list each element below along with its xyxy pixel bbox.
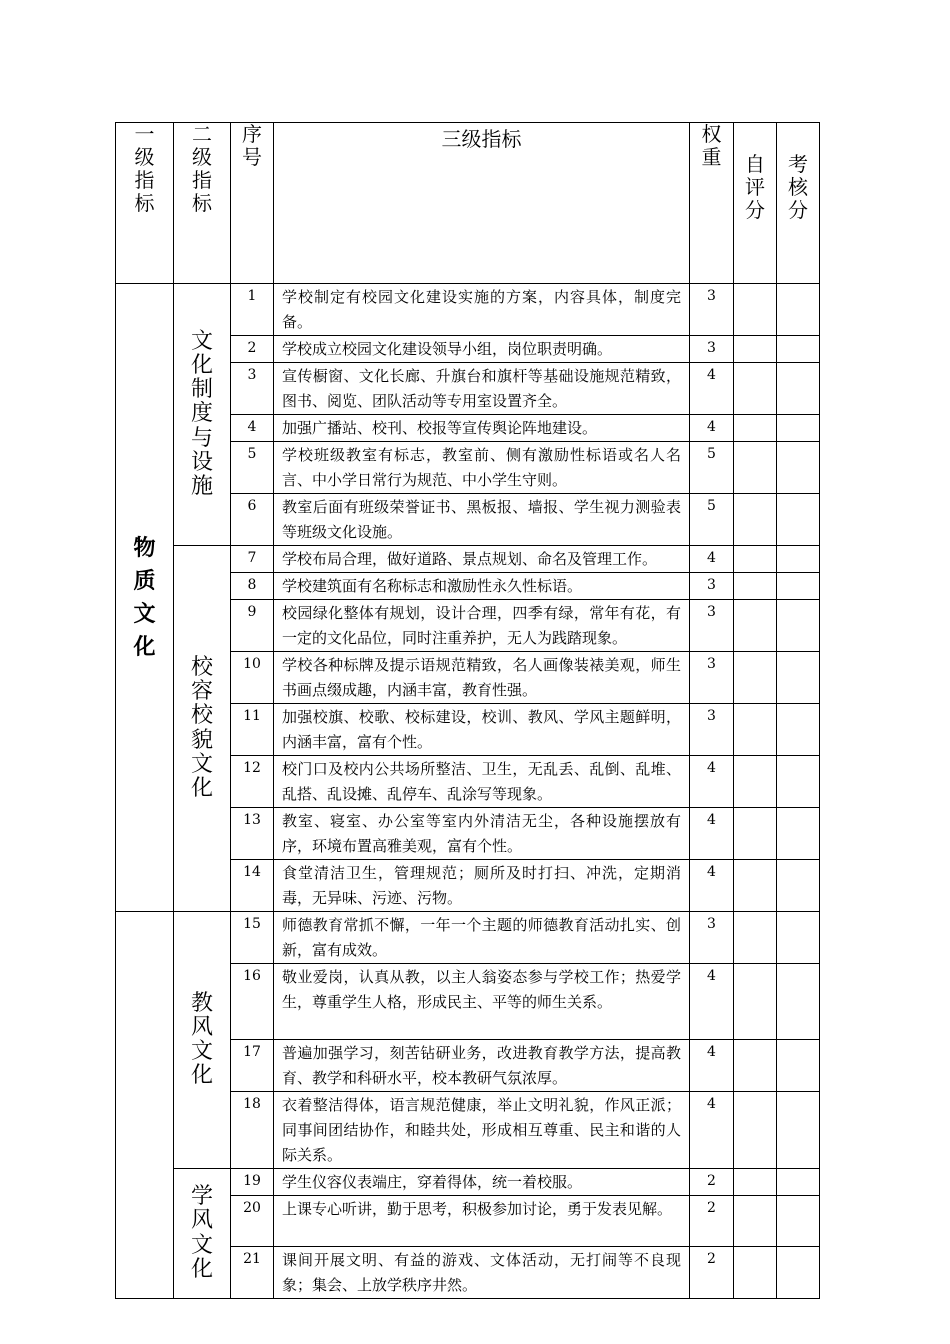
weight-value: 4 — [690, 363, 734, 415]
table-row — [116, 912, 820, 964]
header-seq-cell — [231, 123, 274, 284]
weight-value: 4 — [690, 860, 734, 912]
indicator-text: 学校建筑面有名称标志和激励性永久性标语。 — [274, 573, 690, 600]
row-number: 12 — [231, 756, 274, 808]
indicator-text: 学校成立校园文化建设领导小组，岗位职责明确。 — [274, 336, 690, 363]
indicator-text: 衣着整洁得体，语言规范健康，举止文明礼貌，作风正派；同事间团结协作，和睦共处，形成相互尊重、民主和谐的人际关系。 — [274, 1092, 690, 1169]
self-score-cell — [734, 442, 777, 494]
row-number: 7 — [231, 546, 274, 573]
self-score-cell — [734, 494, 777, 546]
self-score-cell — [734, 860, 777, 912]
level1-cell — [116, 284, 174, 912]
self-score-cell — [734, 912, 777, 964]
indicator-text: 普遍加强学习，刻苦钻研业务，改进教育教学方法，提高教育、教学和科研水平，校本教研气氛浓厚。 — [274, 1040, 690, 1092]
indicator-text: 学校制定有校园文化建设实施的方案，内容具体，制度完备。 — [274, 284, 690, 336]
row-number: 6 — [231, 494, 274, 546]
row-number: 19 — [231, 1169, 274, 1196]
weight-value: 3 — [690, 573, 734, 600]
indicator-text: 敬业爱岗，认真从教，以主人翁姿态参与学校工作；热爱学生，尊重学生人格，形成民主、平等的师生关系。 — [274, 964, 690, 1040]
evaluation-sheet — [115, 122, 820, 1299]
self-score-cell — [734, 1169, 777, 1196]
indicator-text: 上课专心听讲，勤于思考，积极参加讨论，勇于发表见解。 — [274, 1196, 690, 1247]
row-number: 17 — [231, 1040, 274, 1092]
header-self-score: 自评分 — [745, 152, 765, 222]
check-score-cell — [777, 546, 820, 573]
self-score-cell — [734, 808, 777, 860]
check-score-cell — [777, 1169, 820, 1196]
self-score-cell — [734, 756, 777, 808]
check-score-cell — [777, 284, 820, 336]
weight-value: 3 — [690, 336, 734, 363]
self-score-cell — [734, 964, 777, 1040]
header-level2-cell — [174, 123, 231, 284]
row-number: 21 — [231, 1247, 274, 1299]
weight-value: 5 — [690, 442, 734, 494]
indicator-text: 加强广播站、校刊、校报等宣传舆论阵地建设。 — [274, 415, 690, 442]
check-score-cell — [777, 573, 820, 600]
self-score-cell — [734, 652, 777, 704]
header-row — [116, 123, 820, 284]
level2-cell — [174, 1169, 231, 1299]
header-self-score-cell — [734, 123, 777, 284]
weight-value: 4 — [690, 546, 734, 573]
level2-label: 文化制度与设施 — [190, 328, 213, 499]
level2-cell — [174, 546, 231, 912]
weight-value: 3 — [690, 912, 734, 964]
weight-value: 3 — [690, 652, 734, 704]
indicator-text: 教室、寝室、办公室等室内外清洁无尘，各种设施摆放有序，环境布置高雅美观，富有个性。 — [274, 808, 690, 860]
row-number: 9 — [231, 600, 274, 652]
level2-label: 学风文化 — [190, 1184, 213, 1282]
evaluation-table — [115, 122, 820, 1299]
level1-label: 物质文化 — [133, 534, 156, 660]
indicator-text: 校园绿化整体有规划，设计合理，四季有绿，常年有花，有一定的文化品位，同时注重养护，无人为践踏现象。 — [274, 600, 690, 652]
self-score-cell — [734, 1040, 777, 1092]
indicator-text: 学校各种标牌及提示语规范精致，名人画像装裱美观，师生书画点缀成趣，内涵丰富，教育性强。 — [274, 652, 690, 704]
self-score-cell — [734, 284, 777, 336]
row-number: 20 — [231, 1196, 274, 1247]
weight-value: 3 — [690, 284, 734, 336]
check-score-cell — [777, 363, 820, 415]
row-number: 13 — [231, 808, 274, 860]
header-check-score-cell — [777, 123, 820, 284]
level1-cell — [116, 912, 174, 1299]
check-score-cell — [777, 600, 820, 652]
level2-cell — [174, 284, 231, 546]
row-number: 16 — [231, 964, 274, 1040]
header-level1-cell — [116, 123, 174, 284]
table-row — [116, 546, 820, 573]
check-score-cell — [777, 912, 820, 964]
check-score-cell — [777, 808, 820, 860]
indicator-text: 学生仪容仪表端庄，穿着得体，统一着校服。 — [274, 1169, 690, 1196]
check-score-cell — [777, 336, 820, 363]
check-score-cell — [777, 494, 820, 546]
weight-value: 4 — [690, 756, 734, 808]
self-score-cell — [734, 573, 777, 600]
row-number: 15 — [231, 912, 274, 964]
weight-value: 4 — [690, 1092, 734, 1169]
header-level3: 三级指标 — [441, 127, 522, 151]
row-number: 2 — [231, 336, 274, 363]
indicator-text: 宣传橱窗、文化长廊、升旗台和旗杆等基础设施规范精致，图书、阅览、团队活动等专用室设置齐全。 — [274, 363, 690, 415]
table-row — [116, 1169, 820, 1196]
self-score-cell — [734, 363, 777, 415]
header-level3-cell — [274, 123, 690, 284]
self-score-cell — [734, 704, 777, 756]
self-score-cell — [734, 415, 777, 442]
check-score-cell — [777, 860, 820, 912]
row-number: 18 — [231, 1092, 274, 1169]
check-score-cell — [777, 1092, 820, 1169]
check-score-cell — [777, 964, 820, 1040]
row-number: 5 — [231, 442, 274, 494]
check-score-cell — [777, 704, 820, 756]
row-number: 11 — [231, 704, 274, 756]
row-number: 3 — [231, 363, 274, 415]
check-score-cell — [777, 1196, 820, 1247]
check-score-cell — [777, 652, 820, 704]
row-number: 10 — [231, 652, 274, 704]
weight-value: 2 — [690, 1247, 734, 1299]
check-score-cell — [777, 1040, 820, 1092]
header-weight: 权重 — [701, 122, 722, 169]
self-score-cell — [734, 1247, 777, 1299]
indicator-text: 食堂清洁卫生，管理规范；厕所及时打扫、冲洗，定期消毒，无异味、污迹、污物。 — [274, 860, 690, 912]
indicator-text: 课间开展文明、有益的游戏、文体活动，无打闹等不良现象；集会、上放学秩序井然。 — [274, 1247, 690, 1299]
weight-value: 4 — [690, 415, 734, 442]
weight-value: 2 — [690, 1196, 734, 1247]
header-seq: 序号 — [242, 122, 262, 169]
check-score-cell — [777, 442, 820, 494]
weight-value: 4 — [690, 964, 734, 1040]
header-check-score: 考核分 — [788, 152, 808, 222]
indicator-text: 加强校旗、校歌、校标建设，校训、教风、学风主题鲜明，内涵丰富，富有个性。 — [274, 704, 690, 756]
check-score-cell — [777, 756, 820, 808]
header-weight-cell — [690, 123, 734, 284]
table-row — [116, 284, 820, 336]
weight-value: 2 — [690, 1169, 734, 1196]
row-number: 4 — [231, 415, 274, 442]
level2-label: 教风文化 — [190, 990, 213, 1089]
self-score-cell — [734, 600, 777, 652]
indicator-text: 校门口及校内公共场所整洁、卫生，无乱丢、乱倒、乱堆、乱搭、乱设摊、乱停车、乱涂写等现象。 — [274, 756, 690, 808]
row-number: 1 — [231, 284, 274, 336]
header-level2: 二级指标 — [192, 122, 212, 215]
indicator-text: 师德教育常抓不懈，一年一个主题的师德教育活动扎实、创新，富有成效。 — [274, 912, 690, 964]
weight-value: 3 — [690, 704, 734, 756]
check-score-cell — [777, 415, 820, 442]
header-level1: 一级指标 — [134, 122, 155, 215]
self-score-cell — [734, 1092, 777, 1169]
indicator-text: 教室后面有班级荣誉证书、黑板报、墙报、学生视力测验表等班级文化设施。 — [274, 494, 690, 546]
row-number: 14 — [231, 860, 274, 912]
weight-value: 3 — [690, 600, 734, 652]
level2-label: 校容校貌文化 — [190, 654, 213, 801]
self-score-cell — [734, 336, 777, 363]
weight-value: 5 — [690, 494, 734, 546]
row-number: 8 — [231, 573, 274, 600]
weight-value: 4 — [690, 1040, 734, 1092]
indicator-text: 学校班级教室有标志，教室前、侧有激励性标语或名人名言、中小学日常行为规范、中小学生守则。 — [274, 442, 690, 494]
self-score-cell — [734, 546, 777, 573]
level2-cell — [174, 912, 231, 1169]
self-score-cell — [734, 1196, 777, 1247]
indicator-text: 学校布局合理，做好道路、景点规划、命名及管理工作。 — [274, 546, 690, 573]
weight-value: 4 — [690, 808, 734, 860]
check-score-cell — [777, 1247, 820, 1299]
